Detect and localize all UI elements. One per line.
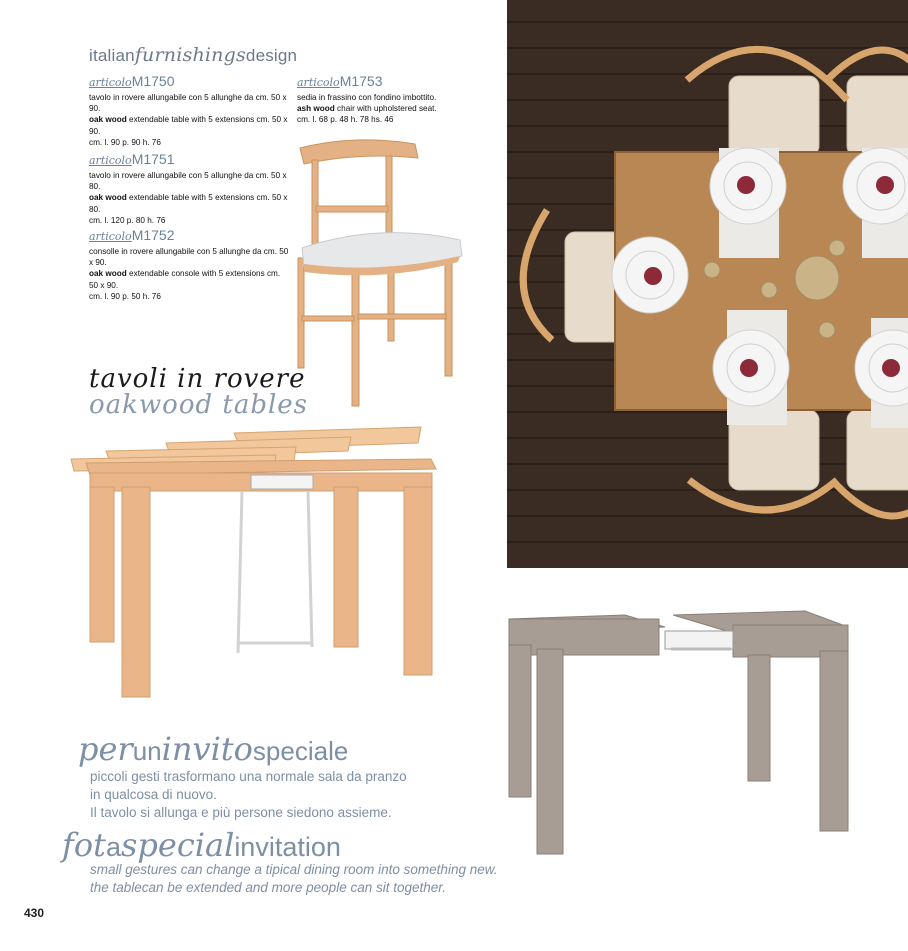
slogan-en-part-d: invitation <box>234 832 341 862</box>
body-english <box>90 861 497 897</box>
article-dims: cm. l. 120 p. 80 h. 76 <box>89 215 166 225</box>
article-prefix: articolo <box>297 76 340 89</box>
body-it-line: Il tavolo si allunga e più persone siedono assieme. <box>90 805 392 820</box>
slogan-it-part-b: un <box>132 736 162 766</box>
slogan-it-part-a: per <box>78 730 133 768</box>
brand-post: design <box>245 46 298 65</box>
grey-table-image <box>505 605 855 860</box>
body-en-line: the tablecan be extended and more people can sit together. <box>90 880 447 895</box>
dining-scene-photo <box>507 0 908 568</box>
body-italian <box>90 768 407 822</box>
article-material: oak wood <box>89 269 127 279</box>
article-dims: cm. l. 90 p. 50 h. 76 <box>89 291 161 301</box>
article-m1751 <box>89 151 289 226</box>
brand-title <box>89 44 297 66</box>
article-m1752 <box>89 227 289 302</box>
page-number: 430 <box>24 906 45 920</box>
heading-english: oakwood tables <box>89 390 309 420</box>
article-prefix: articolo <box>89 154 132 167</box>
slogan-en-part-c: special <box>121 826 235 864</box>
article-desc-it: consolle in rovere allungabile con 5 allunghe da cm. 50 x 90. <box>89 247 289 268</box>
chair-image <box>290 136 475 411</box>
article-desc-it: tavolo in rovere allungabile con 5 allunghe da cm. 50 x 90. <box>89 93 287 114</box>
article-m1753 <box>297 73 497 126</box>
slogan-italian <box>78 730 348 768</box>
article-dims: cm. l. 68 p. 48 h. 78 hs. 46 <box>297 115 394 125</box>
article-dims: cm. l. 90 p. 90 h. 76 <box>89 137 161 147</box>
article-desc-en: chair with upholstered seat. <box>337 104 437 114</box>
brand-script: furnishings <box>134 44 246 66</box>
article-desc-en: extendable console with 5 extensions cm. 50 x 90. <box>89 269 281 290</box>
body-en-line: small gestures can change a tipical dining room into something new. <box>90 862 498 877</box>
oak-table-image <box>66 425 441 705</box>
article-desc-en: extendable table with 5 extensions cm. 50 x 80. <box>89 193 288 214</box>
slogan-en-part-a: fot <box>62 826 106 864</box>
dining-scene-svg <box>507 0 908 568</box>
slogan-en-part-b: a <box>105 832 121 862</box>
heading-italian: tavoli in rovere <box>89 364 306 394</box>
body-it-line: in qualcosa di nuovo. <box>90 787 217 802</box>
article-code: M1753 <box>339 73 383 89</box>
article-desc-it: sedia in frassino con fondino imbottito. <box>297 93 437 102</box>
article-code: M1752 <box>131 227 175 243</box>
slogan-it-part-d: speciale <box>252 736 349 766</box>
article-material: oak wood <box>89 115 127 125</box>
article-code: M1751 <box>131 151 175 167</box>
article-prefix: articolo <box>89 230 132 243</box>
article-m1750 <box>89 73 289 148</box>
slogan-english <box>62 826 341 864</box>
brand-pre: italian <box>89 46 135 65</box>
article-material: oak wood <box>89 193 127 203</box>
slogan-it-part-c: invito <box>161 730 253 768</box>
article-desc-it: tavolo in rovere allungabile con 5 allunghe da cm. 50 x 80. <box>89 171 287 192</box>
article-desc-en: extendable table with 5 extensions cm. 50 x 90. <box>89 115 288 136</box>
article-prefix: articolo <box>89 76 132 89</box>
article-code: M1750 <box>131 73 175 89</box>
article-material: ash wood <box>297 104 335 114</box>
body-it-line: piccoli gesti trasformano una normale sala da pranzo <box>90 769 407 784</box>
